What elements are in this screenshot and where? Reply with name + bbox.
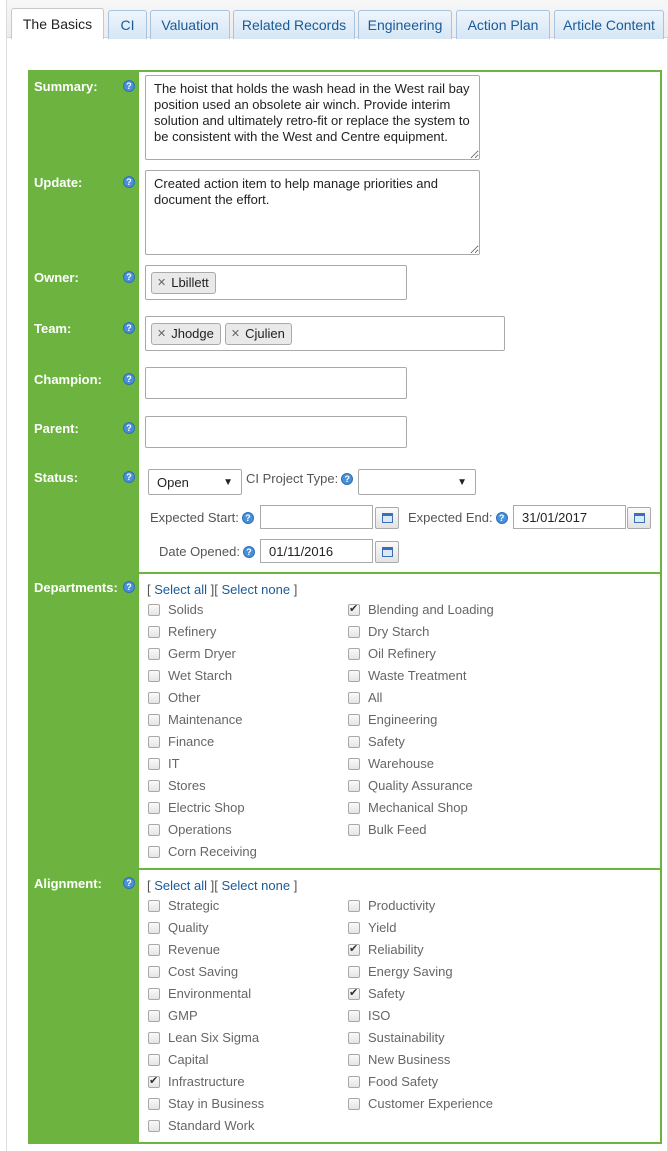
status-select[interactable] — [148, 469, 242, 495]
checkbox[interactable] — [148, 846, 160, 858]
department-checkbox-item[interactable] — [148, 668, 232, 683]
alignment-checkbox-item[interactable] — [348, 898, 435, 913]
alignment-checkbox-item[interactable] — [348, 1096, 493, 1111]
alignment-checkbox-label: GMP — [168, 1008, 198, 1023]
checkbox[interactable] — [348, 758, 360, 770]
checkbox[interactable] — [148, 780, 160, 792]
alignment-checkbox-item[interactable] — [148, 1052, 208, 1067]
alignment-label: Alignment: — [34, 876, 102, 891]
department-checkbox-label: IT — [168, 756, 180, 771]
department-checkbox-item[interactable] — [148, 844, 257, 859]
department-checkbox-item[interactable] — [348, 822, 427, 837]
department-checkbox-item[interactable] — [148, 734, 214, 749]
date-opened-label-group — [159, 544, 255, 559]
calendar-icon — [382, 513, 393, 523]
department-checkbox-label: All — [368, 690, 383, 705]
department-checkbox-label: Mechanical Shop — [368, 800, 468, 815]
alignment-checkbox-label: Reliability — [368, 942, 424, 957]
department-checkbox-item[interactable] — [148, 646, 236, 661]
expected-end-help-icon[interactable]: ? — [496, 512, 508, 524]
checkbox[interactable] — [348, 900, 360, 912]
checkbox[interactable] — [348, 648, 360, 660]
checkbox[interactable] — [348, 736, 360, 748]
owner-chip — [151, 272, 216, 294]
team-tag-input[interactable] — [145, 316, 505, 351]
checkbox[interactable] — [348, 802, 360, 814]
checkbox[interactable] — [348, 670, 360, 682]
checkbox-checked[interactable] — [348, 604, 360, 616]
checkbox[interactable] — [148, 1010, 160, 1022]
department-checkbox-item[interactable] — [148, 778, 206, 793]
expected-start-calendar-button[interactable] — [375, 507, 399, 529]
alignment-select-none-link[interactable]: Select none — [221, 878, 291, 893]
status-label: Status: — [34, 470, 79, 485]
alignment-checkbox-item[interactable] — [148, 898, 219, 913]
ci-project-type-label: CI Project Type: — [246, 471, 339, 486]
date-opened-calendar-button[interactable] — [375, 541, 399, 563]
department-checkbox-label: Operations — [168, 822, 232, 837]
department-checkbox-label: Safety — [368, 734, 405, 749]
alignment-checkbox-label: Revenue — [168, 942, 221, 957]
department-checkbox-label: Germ Dryer — [168, 646, 236, 661]
checkbox[interactable] — [148, 966, 160, 978]
expected-end-label-group — [408, 510, 508, 525]
checkbox[interactable] — [148, 1120, 160, 1132]
checkbox[interactable] — [348, 824, 360, 836]
ci-project-type-label-group — [246, 471, 353, 486]
alignment-checkbox-label: New Business — [368, 1052, 451, 1067]
expected-end-label: Expected End: — [408, 510, 493, 525]
alignment-checkbox-label: Lean Six Sigma — [168, 1030, 260, 1045]
owner-help-icon[interactable]: ? — [123, 271, 135, 283]
checkbox[interactable] — [148, 692, 160, 704]
department-checkbox-label: Oil Refinery — [368, 646, 436, 661]
checkbox[interactable] — [148, 802, 160, 814]
checkbox[interactable] — [348, 714, 360, 726]
team-chip — [151, 323, 221, 345]
department-checkbox-label: Refinery — [168, 624, 217, 639]
ci-project-type-select[interactable] — [358, 469, 476, 495]
checkbox[interactable] — [148, 1054, 160, 1066]
department-checkbox-item[interactable] — [148, 712, 242, 727]
departments-select-links: [ Select all ][ Select none ] — [147, 582, 298, 597]
section-divider — [30, 868, 660, 870]
summary-textarea[interactable] — [145, 75, 480, 160]
department-checkbox-item[interactable] — [348, 756, 434, 771]
departments-help-icon[interactable]: ? — [123, 581, 135, 593]
department-checkbox-item[interactable] — [148, 690, 201, 705]
checkbox[interactable] — [148, 736, 160, 748]
section-divider — [30, 572, 660, 574]
expected-end-input[interactable]: 31/01/2017 — [513, 505, 626, 529]
checkbox-checked[interactable] — [148, 1076, 160, 1088]
alignment-checkbox-item[interactable] — [348, 1052, 450, 1067]
alignment-help-icon[interactable]: ? — [123, 877, 135, 889]
alignment-checkbox-label: Stay in Business — [168, 1096, 265, 1111]
alignment-select-all-link[interactable]: Select all — [154, 878, 207, 893]
department-checkbox-item[interactable] — [148, 624, 216, 639]
checkbox[interactable] — [148, 758, 160, 770]
alignment-checkbox-item[interactable] — [348, 920, 396, 935]
alignment-checkbox-item[interactable] — [348, 1008, 390, 1023]
tab-related-records[interactable]: Related Records — [233, 10, 355, 39]
checkbox-checked[interactable] — [348, 988, 360, 1000]
remove-chip-icon[interactable]: ✕ — [157, 277, 167, 289]
parent-input[interactable] — [145, 416, 407, 448]
checkbox[interactable] — [148, 648, 160, 660]
department-checkbox-item[interactable] — [148, 800, 245, 815]
alignment-checkbox-label: Customer Experience — [368, 1096, 493, 1111]
chevron-down-icon: ▼ — [457, 476, 467, 488]
alignment-checkbox-item[interactable] — [348, 1074, 438, 1089]
alignment-checkbox-label: Quality — [168, 920, 209, 935]
checkbox[interactable] — [148, 670, 160, 682]
expected-start-label-group — [150, 510, 254, 525]
expected-start-label: Expected Start: — [150, 510, 239, 525]
alignment-checkbox-item[interactable] — [148, 1074, 245, 1089]
department-checkbox-item[interactable] — [148, 756, 180, 771]
departments-label: Departments: — [34, 580, 118, 595]
checkbox[interactable] — [148, 944, 160, 956]
summary-help-icon[interactable]: ? — [123, 80, 135, 92]
remove-chip-icon[interactable]: ✕ — [157, 328, 167, 340]
tab-the-basics[interactable]: The Basics — [11, 8, 104, 39]
checkbox[interactable] — [148, 1032, 160, 1044]
checkbox[interactable] — [348, 1054, 360, 1066]
department-checkbox-label: Engineering — [368, 712, 438, 727]
checkbox[interactable] — [148, 1098, 160, 1110]
department-checkbox-label: Blending and Loading — [368, 602, 494, 617]
alignment-checkbox-label: Sustainability — [368, 1030, 445, 1045]
update-textarea[interactable] — [145, 170, 480, 255]
expected-start-help-icon[interactable]: ? — [242, 512, 254, 524]
alignment-checkbox-label: Productivity — [368, 898, 436, 913]
checkbox[interactable] — [348, 1098, 360, 1110]
status-select-value: Open — [157, 474, 189, 490]
alignment-checkbox-label: Safety — [368, 986, 405, 1001]
department-checkbox-item[interactable] — [348, 646, 436, 661]
alignment-checkbox-item[interactable] — [348, 1030, 445, 1045]
department-checkbox-item[interactable] — [148, 822, 232, 837]
chevron-down-icon: ▼ — [223, 476, 233, 488]
department-checkbox-item[interactable] — [348, 734, 405, 749]
tab-action-plan[interactable]: Action Plan — [456, 10, 550, 39]
checkbox[interactable] — [148, 824, 160, 836]
department-checkbox-label: Bulk Feed — [368, 822, 427, 837]
checkbox[interactable] — [148, 714, 160, 726]
tab-engineering[interactable]: Engineering — [358, 10, 452, 39]
department-checkbox-item[interactable] — [348, 668, 467, 683]
parent-help-icon[interactable]: ? — [123, 422, 135, 434]
department-checkbox-item[interactable] — [348, 690, 382, 705]
ci-project-type-help-icon[interactable]: ? — [341, 473, 353, 485]
department-checkbox-label: Wet Starch — [168, 668, 233, 683]
checkbox-checked[interactable] — [348, 944, 360, 956]
checkbox[interactable] — [148, 922, 160, 934]
update-label: Update: — [34, 175, 83, 190]
expected-end-calendar-button[interactable] — [627, 507, 651, 529]
checkbox[interactable] — [348, 1076, 360, 1088]
department-checkbox-label: Finance — [168, 734, 215, 749]
alignment-checkbox-item[interactable] — [148, 942, 220, 957]
team-label: Team: — [34, 321, 72, 336]
alignment-checkbox-label: Food Safety — [368, 1074, 439, 1089]
department-checkbox-item[interactable] — [348, 778, 473, 793]
checkbox[interactable] — [348, 922, 360, 934]
owner-chip-label: Lbillett — [171, 275, 209, 290]
department-checkbox-label: Dry Starch — [368, 624, 430, 639]
alignment-checkbox-label: Cost Saving — [168, 964, 239, 979]
update-help-icon[interactable]: ? — [123, 176, 135, 188]
alignment-checkbox-label: Capital — [168, 1052, 209, 1067]
owner-tag-input[interactable] — [145, 265, 407, 300]
champion-input[interactable] — [145, 367, 407, 399]
basics-form — [28, 70, 662, 1144]
department-checkbox-label: Corn Receiving — [168, 844, 257, 859]
alignment-checkbox-item[interactable] — [148, 1030, 259, 1045]
owner-label: Owner: — [34, 270, 79, 285]
alignment-checkbox-item[interactable] — [148, 1008, 198, 1023]
checkbox[interactable] — [348, 692, 360, 704]
checkbox[interactable] — [148, 604, 160, 616]
alignment-checkbox-label: Environmental — [168, 986, 252, 1001]
checkbox[interactable] — [348, 780, 360, 792]
champion-help-icon[interactable]: ? — [123, 373, 135, 385]
team-help-icon[interactable]: ? — [123, 322, 135, 334]
tab-article-content[interactable]: Article Content — [554, 10, 664, 39]
checkbox[interactable] — [348, 626, 360, 638]
alignment-select-links: [ Select all ][ Select none ] — [147, 878, 298, 893]
department-checkbox-label: Maintenance — [168, 712, 243, 727]
alignment-checkbox-label: Standard Work — [168, 1118, 255, 1133]
department-checkbox-item[interactable] — [348, 624, 429, 639]
label-column — [30, 72, 139, 1142]
calendar-icon — [634, 513, 645, 523]
alignment-checkbox-item[interactable] — [348, 942, 424, 957]
checkbox[interactable] — [348, 966, 360, 978]
date-opened-input[interactable]: 01/11/2016 — [260, 539, 373, 563]
departments-select-none-link[interactable]: Select none — [221, 582, 291, 597]
department-checkbox-label: Waste Treatment — [368, 668, 467, 683]
checkbox[interactable] — [148, 900, 160, 912]
remove-chip-icon[interactable]: ✕ — [230, 328, 241, 340]
checkbox[interactable] — [148, 988, 160, 1000]
tab-ci[interactable]: CI — [108, 10, 147, 39]
department-checkbox-label: Warehouse — [368, 756, 434, 771]
alignment-checkbox-item[interactable] — [148, 964, 238, 979]
alignment-checkbox-item[interactable] — [348, 986, 405, 1001]
alignment-checkbox-item[interactable] — [148, 1096, 264, 1111]
date-opened-help-icon[interactable]: ? — [243, 546, 255, 558]
champion-label: Champion: — [34, 372, 102, 387]
department-checkbox-label: Stores — [168, 778, 206, 793]
department-checkbox-item[interactable] — [148, 602, 203, 617]
parent-label: Parent: — [34, 421, 79, 436]
departments-select-all-link[interactable]: Select all — [154, 582, 207, 597]
alignment-checkbox-item[interactable] — [148, 1118, 254, 1133]
alignment-checkbox-label: ISO — [368, 1008, 391, 1023]
date-opened-label: Date Opened: — [159, 544, 240, 559]
checkbox[interactable] — [348, 1032, 360, 1044]
department-checkbox-item[interactable] — [348, 602, 494, 617]
alignment-checkbox-label: Strategic — [168, 898, 220, 913]
department-checkbox-item[interactable] — [348, 800, 468, 815]
calendar-icon — [382, 547, 393, 557]
tab-bar — [7, 0, 668, 38]
department-checkbox-label: Quality Assurance — [368, 778, 473, 793]
team-chip — [225, 323, 292, 345]
department-checkbox-label: Electric Shop — [168, 800, 245, 815]
team-chip-label: Jhodge — [171, 326, 214, 341]
alignment-checkbox-label: Infrastructure — [168, 1074, 245, 1089]
tab-valuation[interactable]: Valuation — [150, 10, 230, 39]
alignment-checkbox-item[interactable] — [148, 920, 208, 935]
status-help-icon[interactable]: ? — [123, 471, 135, 483]
department-checkbox-item[interactable] — [348, 712, 437, 727]
alignment-checkbox-label: Energy Saving — [368, 964, 453, 979]
expected-start-input[interactable] — [260, 505, 373, 529]
department-checkbox-label: Solids — [168, 602, 204, 617]
alignment-checkbox-item[interactable] — [148, 986, 251, 1001]
checkbox[interactable] — [348, 1010, 360, 1022]
checkbox[interactable] — [148, 626, 160, 638]
team-chip-label: Cjulien — [245, 326, 285, 341]
summary-label: Summary: — [34, 79, 98, 94]
alignment-checkbox-label: Yield — [368, 920, 397, 935]
alignment-checkbox-item[interactable] — [348, 964, 453, 979]
department-checkbox-label: Other — [168, 690, 201, 705]
